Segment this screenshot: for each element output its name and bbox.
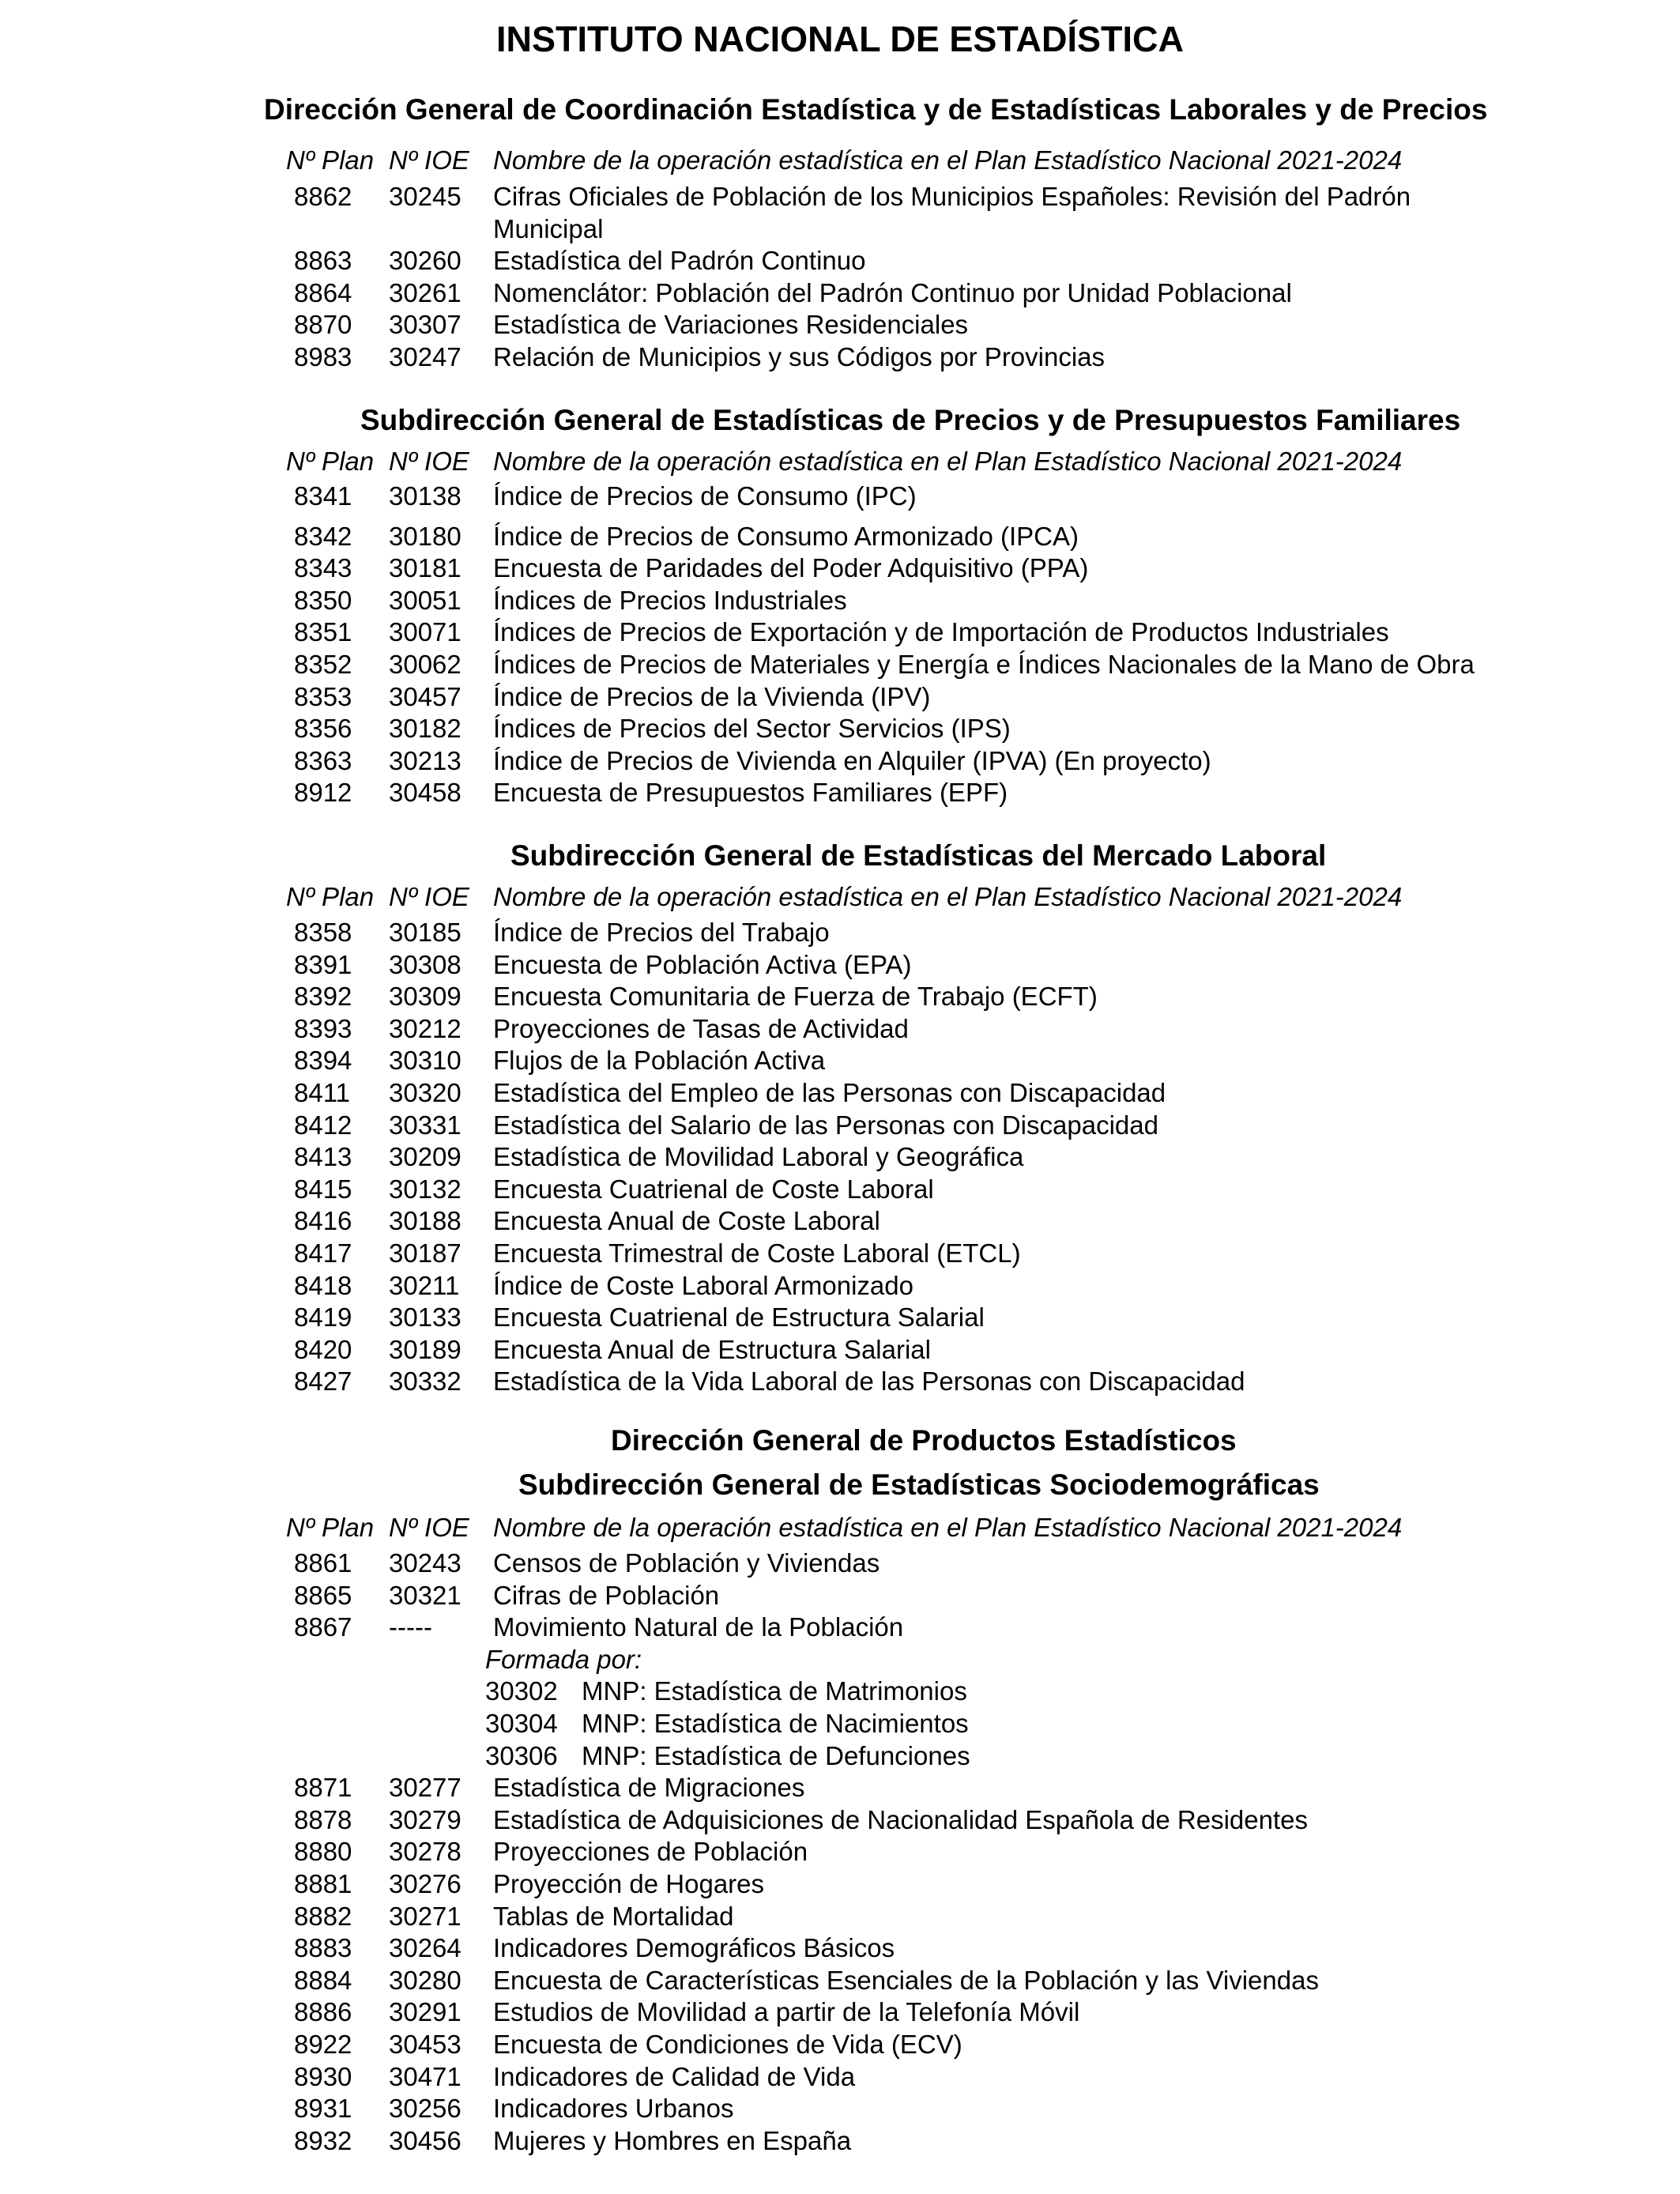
- operation-name: Indicadores Urbanos: [493, 2094, 734, 2124]
- table-row: [0, 777, 1680, 809]
- operation-name: Encuesta de Características Esenciales de la Población y las Viviendas: [493, 1965, 1319, 1995]
- ioe-number: 30051: [389, 585, 461, 615]
- column-header-row: [0, 1512, 1680, 1544]
- table-row: [0, 1366, 1680, 1397]
- operation-name: Mujeres y Hombres en España: [493, 2125, 852, 2155]
- ioe-number: 30453: [389, 2030, 461, 2059]
- plan-number: 8417: [294, 1238, 352, 1268]
- operation-name: Encuesta Anual de Estructura Salarial: [493, 1334, 931, 1364]
- ioe-number: 30062: [389, 650, 461, 679]
- operation-name: Índices de Precios del Sector Servicios (IPS): [493, 714, 1011, 744]
- ioe-number: 30291: [389, 1997, 461, 2027]
- operation-name: Proyecciones de Población: [493, 1837, 808, 1867]
- table-row: [0, 181, 1680, 213]
- operation-name: Encuesta Trimestral de Coste Laboral (ETCL): [493, 1238, 1021, 1268]
- ioe-number: 30307: [389, 310, 461, 340]
- column-header-name: Nombre de la operación estadística en el Plan Estadístico Nacional 2021-2024: [493, 145, 1403, 175]
- table-row: [0, 481, 1680, 512]
- plan-number: 8862: [294, 182, 352, 211]
- operation-name-continued: Municipal: [493, 213, 604, 243]
- plan-number: 8861: [294, 1548, 352, 1578]
- plan-number: 8341: [294, 481, 352, 511]
- ioe-number: 30132: [389, 1174, 461, 1204]
- table-row: [0, 681, 1680, 713]
- ioe-number: 30458: [389, 778, 461, 808]
- operation-name: Proyección de Hogares: [493, 1869, 765, 1898]
- ioe-number: 30182: [389, 714, 461, 744]
- table-row: [0, 1174, 1680, 1205]
- table-row: [0, 917, 1680, 948]
- table-row: [0, 309, 1680, 341]
- operation-name: Índice de Precios de la Vivienda (IPV): [493, 681, 931, 711]
- ioe-number: 30280: [389, 1965, 461, 1995]
- table-row: [0, 1612, 1680, 1643]
- component-ioe: 30306: [485, 1740, 558, 1770]
- operation-name: Índice de Precios de Consumo (IPC): [493, 481, 917, 511]
- operation-name: Índice de Precios de Consumo Armonizado (IPCA): [493, 521, 1079, 551]
- operation-name: Índices de Precios de Materiales y Energía e Índices Nacionales de la Mano de Obra: [493, 650, 1475, 679]
- plan-number: 8342: [294, 521, 352, 551]
- table-row: [0, 616, 1680, 648]
- operation-name: Relación de Municipios y sus Códigos por Provincias: [493, 342, 1106, 371]
- operation-name: Encuesta Anual de Coste Laboral: [493, 1206, 880, 1236]
- operation-name: Encuesta Cuatrienal de Estructura Salarial: [493, 1302, 985, 1333]
- table-row: [0, 1141, 1680, 1173]
- operation-name: Encuesta de Presupuestos Familiares (EPF): [493, 778, 1008, 808]
- plan-number: 8416: [294, 1206, 352, 1236]
- table-row: [0, 341, 1680, 373]
- operation-name: Movimiento Natural de la Población: [493, 1612, 904, 1642]
- plan-number: 8351: [294, 617, 352, 647]
- plan-number: 8352: [294, 650, 352, 679]
- ioe-number: 30211: [389, 1270, 460, 1300]
- column-header-ioe: Nº IOE: [389, 882, 469, 911]
- table-row: [0, 1868, 1680, 1900]
- operation-name: Estadística de Variaciones Residenciales: [493, 310, 969, 340]
- ioe-number: 30332: [389, 1367, 461, 1397]
- ioe-number: 30180: [389, 521, 461, 551]
- plan-number: 8411: [294, 1078, 350, 1107]
- table-row: [0, 1901, 1680, 1932]
- operation-name: Índice de Precios de Vivienda en Alquiler (IPVA) (En proyecto): [493, 745, 1211, 775]
- table-row: [0, 521, 1680, 552]
- plan-number: 8886: [294, 1997, 352, 2027]
- table-row: [0, 1077, 1680, 1109]
- operation-name: Encuesta de Condiciones de Vida (ECV): [493, 2030, 962, 2059]
- plan-number: 8930: [294, 2061, 352, 2091]
- operation-name: Encuesta de Población Activa (EPA): [493, 949, 912, 979]
- ioe-number: 30271: [389, 1901, 461, 1931]
- column-header-name: Nombre de la operación estadística en el Plan Estadístico Nacional 2021-2024: [493, 447, 1403, 476]
- ioe-number: 30308: [389, 949, 461, 979]
- operation-name: Estadística de Migraciones: [493, 1773, 805, 1803]
- column-header-row: [0, 881, 1680, 913]
- table-row: [0, 1580, 1680, 1612]
- ioe-number: 30189: [389, 1334, 461, 1364]
- ioe-number: 30187: [389, 1238, 461, 1268]
- table-row: [0, 745, 1680, 777]
- column-header-name: Nombre de la operación estadística en el Plan Estadístico Nacional 2021-2024: [493, 1513, 1403, 1542]
- section-heading: Dirección General de Productos Estadísticos: [611, 1424, 1237, 1457]
- table-row: [0, 649, 1680, 680]
- ioe-number: 30260: [389, 246, 461, 276]
- plan-number: 8880: [294, 1837, 352, 1867]
- ioe-number: 30209: [389, 1142, 461, 1172]
- plan-number: 8863: [294, 246, 352, 276]
- table-row: [0, 245, 1680, 277]
- plan-number: 8922: [294, 2030, 352, 2059]
- column-header-ioe: Nº IOE: [389, 145, 469, 175]
- operation-name: Encuesta de Paridades del Poder Adquisitivo (PPA): [493, 553, 1089, 583]
- ioe-number: 30212: [389, 1013, 461, 1043]
- column-header-plan: Nº Plan: [286, 145, 375, 175]
- plan-number: 8912: [294, 778, 352, 808]
- plan-number: 8415: [294, 1174, 352, 1204]
- plan-number: 8878: [294, 1804, 352, 1834]
- component-name: MNP: Estadística de Matrimonios: [582, 1676, 967, 1706]
- ioe-number: 30256: [389, 2094, 461, 2124]
- ioe-number: 30279: [389, 1804, 461, 1834]
- plan-number: 8350: [294, 585, 352, 615]
- operation-name: Proyecciones de Tasas de Actividad: [493, 1013, 909, 1043]
- plan-number: 8419: [294, 1302, 352, 1333]
- table-row: [0, 2061, 1680, 2093]
- table-row: [0, 1932, 1680, 1964]
- plan-number: 8883: [294, 1933, 352, 1963]
- table-row: [0, 1045, 1680, 1076]
- table-row: [0, 585, 1680, 616]
- ioe-number: -----: [389, 1612, 432, 1642]
- operation-name: Flujos de la Población Activa: [493, 1046, 826, 1076]
- component-ioe: 30304: [485, 1709, 558, 1738]
- plan-number: 8392: [294, 982, 352, 1012]
- ioe-number: 30071: [389, 617, 461, 647]
- table-row: [0, 713, 1680, 745]
- ioe-number: 30213: [389, 745, 461, 775]
- plan-number: 8363: [294, 745, 352, 775]
- table-row: [0, 1836, 1680, 1868]
- ioe-number: 30264: [389, 1933, 461, 1963]
- plan-number: 8881: [294, 1869, 352, 1898]
- plan-number: 8418: [294, 1270, 352, 1300]
- component-name: MNP: Estadística de Nacimientos: [582, 1709, 969, 1738]
- components-note: Formada por:: [485, 1644, 642, 1674]
- plan-number: 8343: [294, 553, 352, 583]
- table-row: [0, 1804, 1680, 1836]
- plan-number: 8871: [294, 1773, 352, 1803]
- ioe-number: 30185: [389, 918, 461, 947]
- operation-name: Estadística de Movilidad Laboral y Geográfica: [493, 1142, 1024, 1172]
- column-header-plan: Nº Plan: [286, 882, 375, 911]
- column-header-name: Nombre de la operación estadística en el Plan Estadístico Nacional 2021-2024: [493, 882, 1403, 911]
- plan-number: 8391: [294, 949, 352, 979]
- table-row: [0, 949, 1680, 981]
- table-row: [0, 2125, 1680, 2157]
- operation-name: Estudios de Movilidad a partir de la Telefonía Móvil: [493, 1997, 1080, 2027]
- table-row: [0, 1270, 1680, 1302]
- plan-number: 8427: [294, 1367, 352, 1397]
- section-subheading: Subdirección General de Estadísticas Sociodemográficas: [518, 1468, 1320, 1501]
- ioe-number: 30188: [389, 1206, 461, 1236]
- ioe-number: 30277: [389, 1773, 461, 1803]
- operation-name: Índice de Coste Laboral Armonizado: [493, 1270, 913, 1300]
- table-row: [0, 2029, 1680, 2060]
- operation-name: Tablas de Mortalidad: [493, 1901, 734, 1931]
- table-row: [0, 1302, 1680, 1333]
- operation-name: Cifras de Población: [493, 1580, 720, 1610]
- ioe-number: 30276: [389, 1869, 461, 1898]
- plan-number: 8356: [294, 714, 352, 744]
- plan-number: 8983: [294, 342, 352, 371]
- table-row: [0, 1334, 1680, 1366]
- ioe-number: 30261: [389, 277, 461, 307]
- plan-number: 8864: [294, 277, 352, 307]
- table-row: [0, 981, 1680, 1012]
- table-row: [0, 277, 1680, 309]
- plan-number: 8882: [294, 1901, 352, 1931]
- operation-name: Índice de Precios del Trabajo: [493, 918, 830, 947]
- operation-name: Censos de Población y Viviendas: [493, 1548, 880, 1578]
- table-row: [0, 2093, 1680, 2124]
- ioe-number: 30181: [389, 553, 461, 583]
- ioe-number: 30245: [389, 182, 461, 211]
- ioe-number: 30320: [389, 1078, 461, 1107]
- operation-name: Cifras Oficiales de Población de los Municipios Españoles: Revisión del Padrón: [493, 182, 1411, 211]
- ioe-number: 30331: [389, 1110, 461, 1140]
- ioe-number: 30243: [389, 1548, 461, 1578]
- ioe-number: 30457: [389, 681, 461, 711]
- plan-number: 8353: [294, 681, 352, 711]
- plan-number: 8420: [294, 1334, 352, 1364]
- table-row: [0, 1110, 1680, 1141]
- ioe-number: 30456: [389, 2125, 461, 2155]
- table-row: [0, 552, 1680, 584]
- plan-number: 8931: [294, 2094, 352, 2124]
- table-row: [0, 1772, 1680, 1804]
- page-title: INSTITUTO NACIONAL DE ESTADÍSTICA: [495, 19, 1185, 59]
- ioe-number: 30310: [389, 1046, 461, 1076]
- ioe-number: 30247: [389, 342, 461, 371]
- plan-number: 8394: [294, 1046, 352, 1076]
- plan-number: 8393: [294, 1013, 352, 1043]
- column-header-plan: Nº Plan: [286, 1513, 375, 1542]
- ioe-number: 30278: [389, 1837, 461, 1867]
- operation-name: Indicadores Demográficos Básicos: [493, 1933, 895, 1963]
- table-row: [0, 1205, 1680, 1237]
- operation-name: Estadística del Empleo de las Personas con Discapacidad: [493, 1078, 1166, 1107]
- column-header-plan: Nº Plan: [286, 447, 375, 476]
- operation-name: Índices de Precios Industriales: [493, 585, 847, 615]
- table-row: [0, 1547, 1680, 1579]
- plan-number: 8884: [294, 1965, 352, 1995]
- table-row: [0, 1013, 1680, 1045]
- section-heading: Subdirección General de Estadísticas de Precios y de Presupuestos Familiares: [360, 404, 1461, 436]
- ioe-number: 30471: [389, 2061, 461, 2091]
- column-header-row: [0, 446, 1680, 477]
- plan-number: 8867: [294, 1612, 352, 1642]
- plan-number: 8358: [294, 918, 352, 947]
- column-header-ioe: Nº IOE: [389, 1513, 469, 1542]
- operation-name: Indicadores de Calidad de Vida: [493, 2061, 856, 2091]
- component-ioe: 30302: [485, 1676, 558, 1706]
- operation-name: Nomenclátor: Población del Padrón Continuo por Unidad Poblacional: [493, 277, 1292, 307]
- operation-name: Estadística de la Vida Laboral de las Personas con Discapacidad: [493, 1367, 1245, 1397]
- table-row: [0, 1238, 1680, 1269]
- plan-number: 8870: [294, 310, 352, 340]
- table-row: [0, 1965, 1680, 1996]
- operation-name: Estadística de Adquisiciones de Nacionalidad Española de Residentes: [493, 1804, 1309, 1834]
- plan-number: 8412: [294, 1110, 352, 1140]
- plan-number: 8865: [294, 1580, 352, 1610]
- table-row-continuation: [0, 213, 1680, 245]
- component-name: MNP: Estadística de Defunciones: [582, 1740, 970, 1770]
- operation-name: Encuesta Cuatrienal de Coste Laboral: [493, 1174, 934, 1204]
- column-header-row: [0, 145, 1680, 176]
- operation-name: Estadística del Padrón Continuo: [493, 246, 866, 276]
- operation-name: Estadística del Salario de las Personas con Discapacidad: [493, 1110, 1158, 1140]
- section-heading: Subdirección General de Estadísticas del Mercado Laboral: [510, 839, 1327, 872]
- plan-number: 8413: [294, 1142, 352, 1172]
- ioe-number: 30138: [389, 481, 461, 511]
- column-header-ioe: Nº IOE: [389, 447, 469, 476]
- operation-name: Índices de Precios de Exportación y de Importación de Productos Industriales: [493, 617, 1389, 647]
- ioe-number: 30309: [389, 982, 461, 1012]
- plan-number: 8932: [294, 2125, 352, 2155]
- section-heading: Dirección General de Coordinación Estadística y de Estadísticas Laborales y de Precios: [264, 93, 1488, 126]
- table-row: [0, 1996, 1680, 2028]
- operation-name: Encuesta Comunitaria de Fuerza de Trabajo (ECFT): [493, 982, 1098, 1012]
- ioe-number: 30133: [389, 1302, 461, 1333]
- ioe-number: 30321: [389, 1580, 461, 1610]
